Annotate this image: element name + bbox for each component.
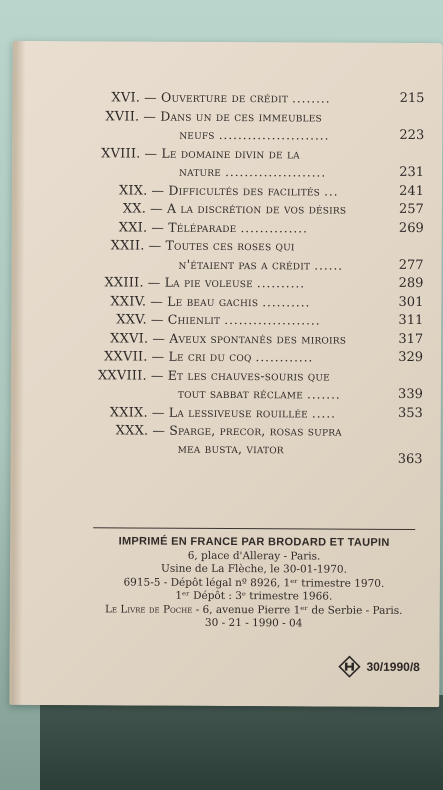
toc-row [116, 311, 320, 328]
divider-rule [93, 527, 415, 530]
leader-dots: ....................... [218, 127, 330, 143]
leader-dots: ... [324, 184, 339, 199]
chapter-title: — Dans un de ces immeubles [143, 108, 322, 125]
page-number: 257 [398, 201, 424, 218]
page-number: 311 [398, 312, 424, 329]
toc-row [104, 348, 313, 365]
chapter-title: mea busta, viator [177, 440, 284, 457]
page-number: 277 [398, 257, 424, 274]
chapter-title: neufs [179, 126, 215, 142]
toc-row [178, 441, 284, 457]
leader-dots: .......... [262, 295, 311, 310]
imprint-line: 1ᵉʳ Dépôt : 3ᵉ trimestre 1966. [175, 589, 333, 603]
chapter-number: XXII. [110, 238, 145, 254]
chapter-title: — La lessiveuse rouillée [151, 404, 308, 421]
page-number: 289 [398, 275, 424, 292]
toc-row [111, 89, 330, 106]
book-page [9, 41, 442, 707]
livre-de-poche-logo-icon [338, 656, 360, 678]
toc-row [111, 237, 295, 254]
imprint-line: 6, place d'Alleray - Paris. [187, 549, 321, 562]
chapter-title: n'étaient pas a crédit [178, 256, 311, 273]
chapter-number: XXIII. [104, 275, 144, 291]
chapter-number: XXIV. [110, 294, 147, 310]
toc-row [119, 182, 339, 199]
chapter-title: — La pie voleuse [147, 274, 253, 291]
leader-dots: ..................... [225, 164, 327, 180]
leader-dots: .............. [240, 221, 308, 236]
toc-row [101, 145, 300, 162]
toc-row [119, 219, 308, 236]
leader-dots: ..... [311, 406, 337, 421]
page-number: 269 [398, 220, 424, 237]
imprint-line: 30 - 21 - 1990 - 04 [204, 616, 303, 630]
chapter-number: XXV. [116, 312, 147, 328]
leader-dots: .......... [256, 276, 306, 291]
toc-row [110, 330, 346, 347]
chapter-number: XXX. [115, 423, 149, 439]
chapter-number: XIX. [118, 183, 148, 199]
imprint-line: Usine de La Flèche, le 30-01-1970. [160, 562, 347, 576]
page-number: 353 [397, 405, 423, 422]
chapter-title: — Sparge, precor, rosas supra [152, 422, 342, 439]
chapter-title: — Le beau gachis [150, 293, 259, 310]
toc-row [98, 367, 330, 384]
chapter-title: — Le domaine divin de la [144, 145, 300, 162]
chapter-title: — Chienlit [150, 311, 221, 327]
chapter-title: — Difficultés des facilités [151, 182, 321, 199]
publisher-address: - 6, avenue Pierre 1ᵉʳ de Serbie - Paris. [192, 603, 403, 617]
imprint-line: 6915-5 - Dépôt légal nº 8926, 1ᵉʳ trimestre 1970. [123, 575, 385, 590]
chapter-number: XXVI. [110, 331, 149, 347]
toc-row [105, 108, 322, 125]
chapter-title: — Téléparade [151, 219, 237, 236]
chapter-title: — Aveux spontanés des miroirs [152, 330, 347, 347]
chapter-title: — Ouverture de crédit [144, 89, 289, 106]
page-number: 301 [398, 294, 424, 311]
page-number: 329 [398, 349, 424, 366]
chapter-number: XX. [122, 201, 147, 217]
leader-dots: ....... [306, 387, 341, 402]
leader-dots: ........ [292, 91, 331, 106]
chapter-number: XXI. [118, 220, 148, 236]
leader-dots: ............ [255, 350, 314, 365]
chapter-title: — Toutes ces roses qui [148, 237, 295, 254]
toc-row [179, 257, 344, 273]
toc-row [104, 274, 305, 291]
page-number: 223 [399, 127, 425, 144]
toc-row [179, 127, 329, 143]
chapter-number: XVI. [111, 90, 141, 106]
toc-row [123, 200, 347, 217]
table-of-contents [14, 41, 443, 468]
page-number: 231 [399, 164, 425, 181]
toc-row [178, 386, 341, 402]
chapter-number: XXIX. [109, 405, 148, 421]
chapter-number: XXVIII. [97, 368, 147, 384]
publisher-name: Le Livre de Poche [104, 602, 193, 616]
chapter-title: — Et les chauves-souris que [150, 367, 330, 384]
book-shadow [40, 695, 443, 790]
toc-row [110, 293, 310, 310]
chapter-title: tout sabbat réclame [177, 385, 304, 402]
printer-imprint [88, 535, 420, 631]
chapter-number: XXVII. [104, 349, 148, 365]
page-number: 241 [399, 183, 424, 200]
page-number: 317 [398, 331, 424, 348]
page-number: 363 [397, 451, 423, 468]
toc-row [179, 164, 326, 180]
leader-dots: ...... [314, 258, 344, 273]
chapter-title: — Le cri du coq [151, 348, 252, 365]
page-number: 215 [399, 90, 425, 107]
edition-code: 30/1990/8 [366, 659, 420, 675]
leader-dots: .................... [224, 312, 321, 328]
chapter-number: XVIII. [101, 146, 141, 162]
edition-stamp [338, 656, 443, 683]
imprint-line: IMPRIMÉ EN FRANCE PAR BRODARD ET TAUPIN [118, 535, 390, 549]
toc-row [110, 404, 336, 421]
imprint-line [88, 603, 420, 618]
chapter-title: — A la discrétion de vos désirs [150, 200, 347, 217]
toc-row [116, 422, 342, 439]
chapter-title: nature [179, 163, 222, 179]
chapter-number: XVII. [105, 109, 140, 125]
page-number: 339 [398, 386, 423, 403]
